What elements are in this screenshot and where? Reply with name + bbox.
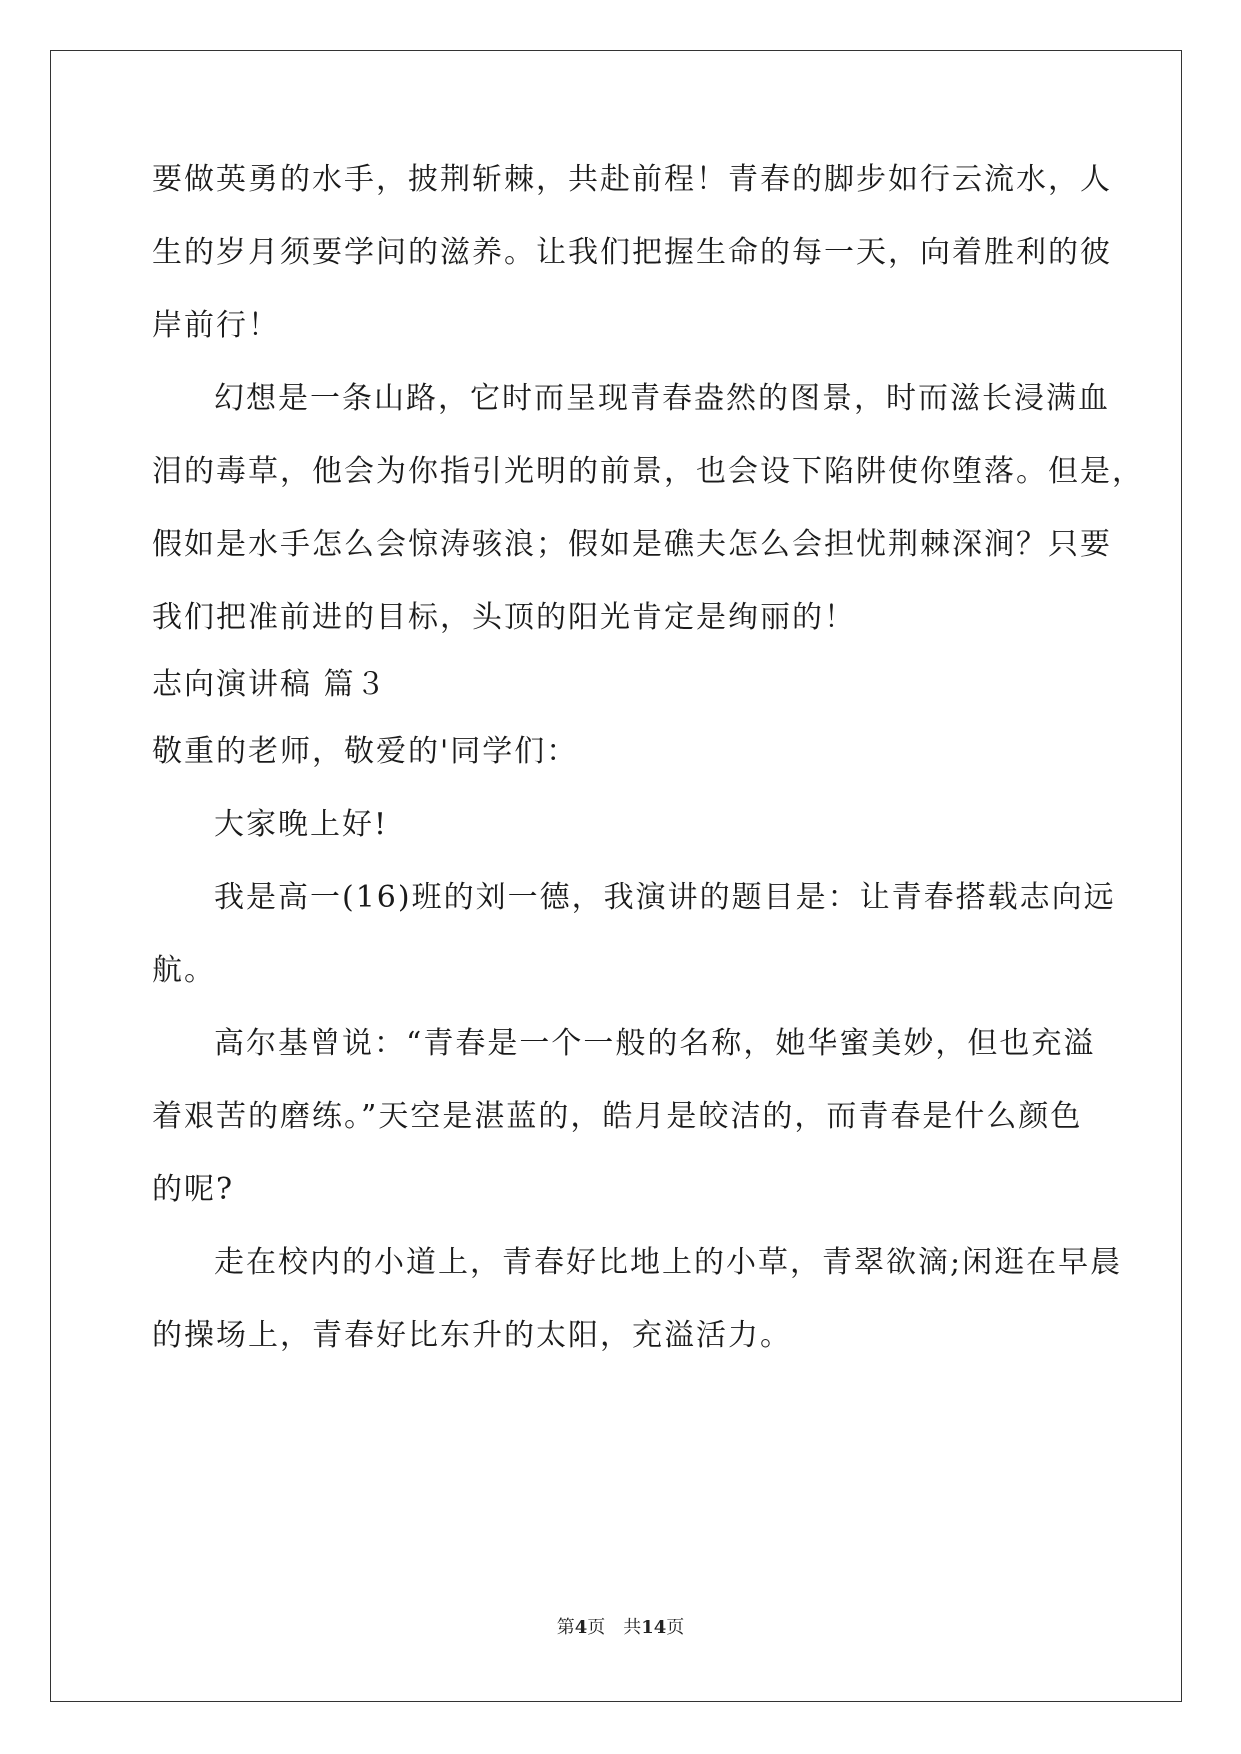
paragraph-line: 的操场上，青春好比东升的太阳，充溢活力。 <box>152 1318 792 1353</box>
total-suffix: 页 <box>666 1617 685 1638</box>
salutation: 敬重的老师，敬爱的'同学们： <box>152 734 579 769</box>
paragraph-line: 幻想是一条山路，它时而呈现青春盎然的图景，时而滋长浸满血 <box>214 381 1110 416</box>
paragraph-line: 生的岁月须要学问的滋养。让我们把握生命的每一天，向着胜利的彼 <box>152 235 1112 270</box>
paragraph-line: 着艰苦的磨练。”天空是湛蓝的，皓月是皎洁的，而青春是什么颜色 <box>152 1099 1083 1134</box>
paragraph-line: 我是高一(16)班的刘一德，我演讲的题目是：让青春搭载志向远 <box>214 880 1116 915</box>
paragraph-line: 岸前行！ <box>152 308 280 343</box>
page-prefix: 第 <box>556 1617 575 1638</box>
section-heading: 志向演讲稿 篇３ <box>152 667 388 702</box>
total-pages: 14 <box>641 1617 667 1638</box>
paragraph-line: 的呢? <box>152 1172 235 1207</box>
page-border <box>50 50 1182 1702</box>
paragraph-line: 我们把准前进的目标，头顶的阳光肯定是绚丽的！ <box>152 600 856 635</box>
paragraph-line: 泪的毒草，他会为你指引光明的前景，也会设下陷阱使你堕落。但是， <box>152 454 1144 489</box>
page-number: 4 <box>574 1617 588 1638</box>
page-suffix: 页 <box>587 1617 606 1638</box>
paragraph-line: 高尔基曾说：“青春是一个一般的名称，她华蜜美妙，但也充溢 <box>214 1026 1096 1061</box>
greeting: 大家晚上好! <box>214 807 389 842</box>
paragraph-line: 要做英勇的水手，披荆斩棘，共赴前程！青春的脚步如行云流水，人 <box>152 162 1112 197</box>
page-footer <box>0 1616 1241 1640</box>
paragraph-line: 航。 <box>152 953 216 988</box>
total-prefix: 共 <box>623 1617 642 1638</box>
paragraph-line: 走在校内的小道上，青春好比地上的小草，青翠欲滴;闲逛在早晨 <box>214 1245 1123 1280</box>
paragraph-line: 假如是水手怎么会惊涛骇浪；假如是礁夫怎么会担忧荆棘深涧？只要 <box>152 527 1112 562</box>
